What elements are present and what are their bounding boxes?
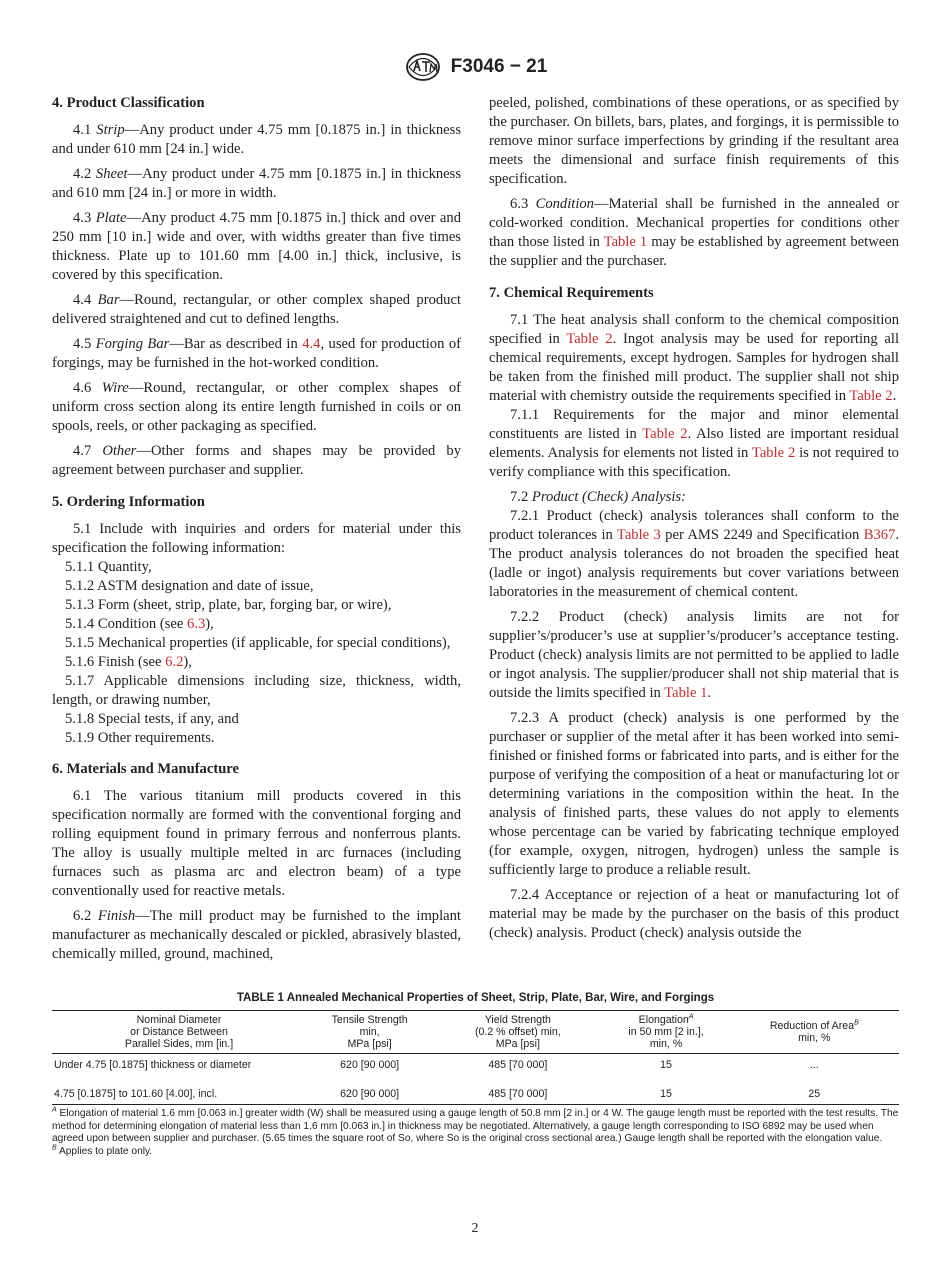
para-4-3: 4.3 Plate—Any product 4.75 mm [0.1875 in.] thick and over and 250 mm [10 in.] wide and over, with widths greater than five times thickness. Plate up to 101.60 mm [4.00 in.] thick, inclusive, is covered by this specification.	[52, 210, 461, 283]
item-5-1-8: 5.1.8 Special tests, if any, and	[65, 711, 239, 727]
header-nominal-diameter: Nominal Diameter or Distance Between Parallel Sides, mm [in.]	[124, 1014, 234, 1050]
para-4-4: 4.4 Bar—Round, rectangular, or other complex shaped product delivered straightened and cut to defined lengths.	[52, 292, 461, 327]
cell-reduction: 25	[808, 1088, 821, 1100]
para-4-5: 4.5 Forging Bar—Bar as described in 4.4, used for production of forgings, may be furnished in the hot-worked condition.	[52, 336, 461, 371]
section-4-title: 4. Product Classification	[52, 95, 205, 111]
table-1-title: TABLE 1 Annealed Mechanical Properties of Sheet, Strip, Plate, Bar, Wire, and Forgings	[236, 992, 715, 1004]
para-7-1: 7.1 The heat analysis shall conform to the chemical composition specified in Table 2. Ingot analysis may be used for reporting all chemical requirements, except hydrogen. Samples for hydrogen shall be taken from the finished mill product. The supplier shall not ship material with chemistry outside the requirements specified in Table 2.	[489, 312, 899, 404]
cell-yield: 485 [70 000]	[488, 1088, 548, 1100]
para-4-7: 4.7 Other—Other forms and shapes may be provided by agreement between purchaser and supplier.	[52, 443, 461, 478]
header-yield-strength: Yield Strength (0.2 % offset) min, MPa [psi]	[474, 1014, 561, 1050]
section-5-title: 5. Ordering Information	[52, 494, 205, 510]
cell-tensile: 620 [90 000]	[340, 1088, 400, 1100]
link-table-1[interactable]: Table 1	[603, 234, 648, 250]
para-4-2: 4.2 Sheet—Any product under 4.75 mm [0.1875 in.] in thickness and 610 mm [24 in.] or more in width.	[52, 166, 461, 201]
para-6-2-continued: peeled, polished, combinations of these operations, or as specified by the purchaser. On billets, bars, plates, and forgings, it is permissible to remove minor surface imperfections by grinding if the resultant area meets the dimensional and surface finish requirements of this specification.	[489, 95, 899, 187]
item-5-1-3: 5.1.3 Form (sheet, strip, plate, bar, forging bar, or wire),	[65, 597, 392, 613]
table-note-a: $^A$ Elongation of material 1.6 mm [0.063 in.] greater width (W) shall be measured using a gauge length of 50.8 mm [2 in.] or 4 W. The gauge length must be reported with the test results. The method for determining elongation of material less than 1.6 mm [0.063 in.] in thickness may be negotiated. Alternatively, a gauge length corresponding to ISO 6892 may be used when agreed upon between supplier and purchaser. (5.65 times the square root of So, where So is the original cross sectional area.) Gauge length shall be reported with the elongation value.	[52, 1106, 899, 1144]
link-table-3[interactable]: Table 3	[616, 527, 661, 543]
table-row	[52, 1054, 899, 1084]
item-5-1-7: 5.1.7 Applicable dimensions including size, thickness, width, length, or drawing number,	[52, 673, 461, 708]
para-7-2-3: 7.2.3 A product (check) analysis is one performed by the purchaser or supplier of the metal after it has been worked into semi-finished or finished forms or fabricated into parts, and is either for the purpose of verifying the composition of a heat or manufacturing lot or determining variations in the composition within the heat. In the analysis of finished parts, these values do not apply to elements whose percentage can be varied by fabricating technique employed (for example, oxygen, nitrogen, hydrogen) unless the sample is sufficiently large to produce a reliable result.	[489, 710, 899, 878]
item-5-1-5: 5.1.5 Mechanical properties (if applicable, for special conditions),	[65, 635, 451, 651]
header-tensile-strength: Tensile Strength min, MPa [psi]	[331, 1014, 408, 1050]
para-7-1-1: 7.1.1 Requirements for the major and minor elemental constituents are listed in Table 2. Also listed are important residual elements. Analysis for elements not listed in Table 2 is not required to verify compliance with this specification.	[489, 407, 899, 480]
link-table-2[interactable]: Table 2	[642, 426, 688, 442]
link-table-2[interactable]: Table 2	[849, 388, 893, 404]
item-5-1-9: 5.1.9 Other requirements.	[65, 730, 215, 746]
table-note-b: $^B$ Applies to plate only.	[52, 1144, 153, 1157]
cell-size: Under 4.75 [0.1875] thickness or diameter	[54, 1059, 252, 1071]
table-1	[52, 992, 899, 1158]
para-6-3: 6.3 Condition—Material shall be furnished in the annealed or cold-worked condition. Mechanical properties for conditions other than those listed in Table 1 may be established by agreement between the supplier and the purchaser.	[489, 196, 899, 269]
cell-size: 4.75 [0.1875] to 101.60 [4.00], incl.	[54, 1088, 218, 1100]
section-7-title: 7. Chemical Requirements	[489, 285, 654, 301]
para-7-2: 7.2 Product (Check) Analysis:	[510, 489, 686, 505]
cell-elongation: 15	[660, 1088, 672, 1100]
para-7-2-4: 7.2.4 Acceptance or rejection of a heat or manufacturing lot of material may be made by the purchaser on the basis of this product (check) analysis. Product (check) analysis outside the	[489, 887, 899, 941]
cell-tensile: 620 [90 000]	[340, 1059, 400, 1071]
right-column	[489, 94, 899, 949]
para-7-2-2: 7.2.2 Product (check) analysis limits are not for supplier’s/producer’s use at supplier’s/producer’s acceptance testing. Product (check) analysis limits are not permitted to be applied to ladle or ingot analysis. The supplier/producer shall not ship material that is outside the limits specified in Table 1.	[489, 609, 899, 701]
item-5-1-1: 5.1.1 Quantity,	[65, 559, 152, 575]
link-table-2[interactable]: Table 2	[751, 445, 796, 461]
link-6-3[interactable]: 6.3	[187, 616, 206, 632]
para-6-2: 6.2 Finish—The mill product may be furnished to the implant manufacturer as mechanically descaled or pickled, abrasively blasted, chemically milled, ground, machined,	[52, 908, 461, 962]
page-header	[0, 52, 950, 82]
header-reduction-of-area: Reduction of Area$^B$ min, %	[769, 1019, 859, 1044]
table-1-grid	[52, 1010, 899, 1105]
table-header-row	[52, 1011, 899, 1054]
item-5-1-6: 5.1.6 Finish (see 6.2),	[65, 654, 192, 670]
link-table-2[interactable]: Table 2	[566, 331, 613, 347]
para-4-6: 4.6 Wire—Round, rectangular, or other complex shapes of uniform cross section along its entire length furnished in coils or on spools, reels, or other packaging as specified.	[52, 380, 461, 434]
para-6-1: 6.1 The various titanium mill products covered in this specification normally are formed with the conventional forging and rolling equipment found in primary ferrous and nonferrous plants. The alloy is usually multiple melted in arc furnaces (including furnaces such as plasma arc and electron beam) of a type conventionally used for reactive metals.	[52, 788, 461, 899]
link-table-1[interactable]: Table 1	[664, 685, 708, 701]
header-elongation: Elongation$^A$ in 50 mm [2 in.], min, %	[628, 1013, 704, 1050]
cell-reduction: ...	[809, 1059, 819, 1071]
cell-yield: 485 [70 000]	[488, 1059, 548, 1071]
cell-elongation: 15	[660, 1059, 672, 1071]
link-4-4[interactable]: 4.4	[302, 336, 321, 352]
page-number: 2	[471, 1221, 479, 1236]
para-7-2-1: 7.2.1 Product (check) analysis tolerances shall conform to the product tolerances in Table 3 per AMS 2249 and Specification B367. The product analysis tolerances do not broaden the specified heat (ladle or ingot) analysis requirements but cover variations between laboratories in the measurement of chemical content.	[489, 508, 899, 600]
link-6-2[interactable]: 6.2	[165, 654, 184, 670]
link-b367[interactable]: B367	[863, 527, 896, 543]
para-5-1: 5.1 Include with inquiries and orders for material under this specification the following information:	[52, 521, 461, 556]
para-4-1: 4.1 Strip—Any product under 4.75 mm [0.1875 in.] in thickness and under 610 mm [24 in.] wide.	[52, 122, 461, 157]
item-5-1-4: 5.1.4 Condition (see 6.3),	[65, 616, 214, 632]
section-6-title: 6. Materials and Manufacture	[52, 761, 239, 777]
astm-logo	[403, 52, 443, 82]
table-row	[52, 1083, 899, 1105]
item-5-1-2: 5.1.2 ASTM designation and date of issue,	[65, 578, 314, 594]
left-column	[52, 94, 461, 970]
document-id: F3046 − 21	[450, 56, 548, 77]
